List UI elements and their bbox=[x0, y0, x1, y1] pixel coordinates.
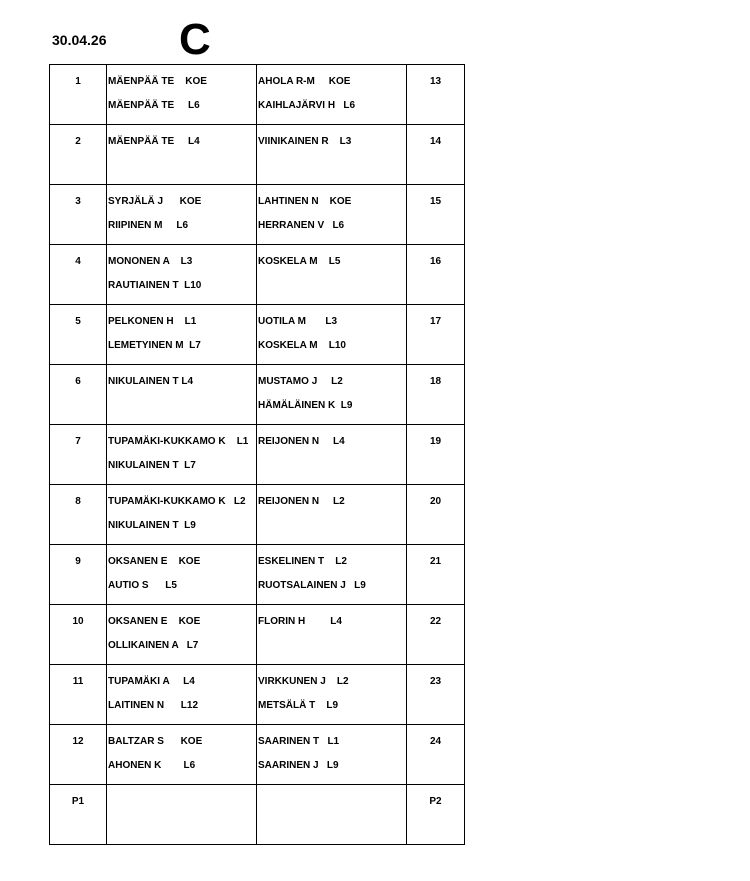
left-slot-names-line-1 bbox=[107, 796, 256, 808]
right-slot-names bbox=[257, 185, 407, 245]
left-slot-names-line-2 bbox=[107, 400, 256, 412]
right-slot-names-line-2: KAIHLAJÄRVI H L6 bbox=[258, 100, 356, 111]
left-slot-names-line-2: NIKULAINEN T L9 bbox=[108, 520, 196, 531]
right-slot-number: 13 bbox=[407, 65, 465, 125]
left-slot-number: 9 bbox=[50, 545, 107, 605]
table-row bbox=[50, 605, 465, 665]
left-slot-names bbox=[107, 785, 257, 845]
left-slot-number: 6 bbox=[50, 365, 107, 425]
right-slot-names-line-2: HÄMÄLÄINEN K L9 bbox=[258, 400, 353, 411]
table-row bbox=[50, 665, 465, 725]
right-slot-names bbox=[257, 305, 407, 365]
table-row bbox=[50, 185, 465, 245]
right-slot-names-line-1: ESKELINEN T L2 bbox=[258, 556, 347, 567]
left-slot-names bbox=[107, 425, 257, 485]
left-slot-names-line-2 bbox=[107, 160, 256, 172]
left-slot-names bbox=[107, 125, 257, 185]
left-slot-number: 3 bbox=[50, 185, 107, 245]
right-slot-names-line-1: VIINIKAINEN R L3 bbox=[258, 136, 352, 147]
left-slot-names bbox=[107, 665, 257, 725]
right-slot-number: 19 bbox=[407, 425, 465, 485]
left-slot-number: 10 bbox=[50, 605, 107, 665]
left-slot-names-line-1: MÄENPÄÄ TE L4 bbox=[108, 136, 200, 147]
right-slot-names bbox=[257, 785, 407, 845]
table-row bbox=[50, 365, 465, 425]
schedule-table bbox=[49, 64, 465, 845]
left-slot-names bbox=[107, 365, 257, 425]
table-row bbox=[50, 425, 465, 485]
right-slot-names-line-2 bbox=[257, 160, 406, 172]
right-slot-names bbox=[257, 425, 407, 485]
right-slot-number: 22 bbox=[407, 605, 465, 665]
left-slot-number: P1 bbox=[50, 785, 107, 845]
left-slot-names-line-1: OKSANEN E KOE bbox=[108, 556, 201, 567]
right-slot-names-line-1: FLORIN H L4 bbox=[258, 616, 342, 627]
left-slot-names-line-2: RIIPINEN M L6 bbox=[108, 220, 189, 231]
right-slot-names-line-1: MUSTAMO J L2 bbox=[258, 376, 343, 387]
right-slot-names bbox=[257, 365, 407, 425]
right-slot-names-line-2: METSÄLÄ T L9 bbox=[258, 700, 338, 711]
table-row bbox=[50, 305, 465, 365]
right-slot-names-line-1: KOSKELA M L5 bbox=[258, 256, 341, 267]
left-slot-number: 4 bbox=[50, 245, 107, 305]
right-slot-number: 14 bbox=[407, 125, 465, 185]
table-row bbox=[50, 245, 465, 305]
right-slot-number: 24 bbox=[407, 725, 465, 785]
left-slot-names-line-2: MÄENPÄÄ TE L6 bbox=[108, 100, 200, 111]
right-slot-names-line-2: HERRANEN V L6 bbox=[258, 220, 345, 231]
right-slot-names bbox=[257, 725, 407, 785]
left-slot-number: 12 bbox=[50, 725, 107, 785]
right-slot-number: P2 bbox=[407, 785, 465, 845]
left-slot-number: 5 bbox=[50, 305, 107, 365]
right-slot-names-line-2: KOSKELA M L10 bbox=[258, 340, 346, 351]
right-slot-names bbox=[257, 605, 407, 665]
right-slot-names-line-2 bbox=[257, 820, 406, 832]
left-slot-number: 8 bbox=[50, 485, 107, 545]
left-slot-names-line-1: MÄENPÄÄ TE KOE bbox=[108, 76, 207, 87]
right-slot-number: 18 bbox=[407, 365, 465, 425]
table-row bbox=[50, 485, 465, 545]
left-slot-number: 11 bbox=[50, 665, 107, 725]
right-slot-names-line-1: SAARINEN T L1 bbox=[258, 736, 340, 747]
right-slot-number: 21 bbox=[407, 545, 465, 605]
right-slot-number: 17 bbox=[407, 305, 465, 365]
left-slot-names-line-1: PELKONEN H L1 bbox=[108, 316, 197, 327]
right-slot-names-line-2 bbox=[257, 460, 406, 472]
table-row bbox=[50, 785, 465, 845]
right-slot-number: 15 bbox=[407, 185, 465, 245]
left-slot-names-line-2: OLLIKAINEN A L7 bbox=[108, 640, 199, 651]
right-slot-names-line-2 bbox=[257, 520, 406, 532]
left-slot-number: 7 bbox=[50, 425, 107, 485]
left-slot-names-line-2: LAITINEN N L12 bbox=[108, 700, 199, 711]
right-slot-names-line-1: VIRKKUNEN J L2 bbox=[258, 676, 349, 687]
right-slot-names bbox=[257, 125, 407, 185]
left-slot-names-line-2: AHONEN K L6 bbox=[108, 760, 196, 771]
date-label: 30.04.26 bbox=[52, 32, 107, 48]
left-slot-names bbox=[107, 185, 257, 245]
right-slot-names bbox=[257, 65, 407, 125]
left-slot-names-line-2: RAUTIAINEN T L10 bbox=[108, 280, 202, 291]
schedule-body bbox=[50, 65, 465, 845]
left-slot-names bbox=[107, 725, 257, 785]
left-slot-names bbox=[107, 605, 257, 665]
left-slot-names bbox=[107, 545, 257, 605]
right-slot-names-line-1 bbox=[257, 796, 406, 808]
right-slot-names bbox=[257, 485, 407, 545]
left-slot-names bbox=[107, 305, 257, 365]
table-row bbox=[50, 125, 465, 185]
table-row bbox=[50, 545, 465, 605]
right-slot-names bbox=[257, 545, 407, 605]
right-slot-names-line-1: REIJONEN N L2 bbox=[258, 496, 345, 507]
left-slot-names-line-1: TUPAMÄKI-KUKKAMO K L1 bbox=[108, 436, 249, 447]
left-slot-names-line-2: LEMETYINEN M L7 bbox=[108, 340, 201, 351]
right-slot-names bbox=[257, 245, 407, 305]
right-slot-number: 20 bbox=[407, 485, 465, 545]
right-slot-names-line-2 bbox=[257, 640, 406, 652]
right-slot-names-line-2: SAARINEN J L9 bbox=[258, 760, 339, 771]
left-slot-names bbox=[107, 245, 257, 305]
right-slot-names-line-2 bbox=[257, 280, 406, 292]
left-slot-names-line-1: TUPAMÄKI-KUKKAMO K L2 bbox=[108, 496, 246, 507]
left-slot-names-line-2 bbox=[107, 820, 256, 832]
right-slot-names-line-1: LAHTINEN N KOE bbox=[258, 196, 352, 207]
left-slot-names-line-1: MONONEN A L3 bbox=[108, 256, 193, 267]
left-slot-names-line-2: AUTIO S L5 bbox=[108, 580, 177, 591]
left-slot-names-line-1: TUPAMÄKI A L4 bbox=[108, 676, 195, 687]
left-slot-names bbox=[107, 485, 257, 545]
left-slot-number: 2 bbox=[50, 125, 107, 185]
right-slot-names-line-2: RUOTSALAINEN J L9 bbox=[258, 580, 366, 591]
right-slot-number: 23 bbox=[407, 665, 465, 725]
group-letter: C bbox=[179, 15, 211, 64]
left-slot-number: 1 bbox=[50, 65, 107, 125]
right-slot-number: 16 bbox=[407, 245, 465, 305]
left-slot-names-line-1: OKSANEN E KOE bbox=[108, 616, 201, 627]
right-slot-names-line-1: AHOLA R-M KOE bbox=[258, 76, 351, 87]
left-slot-names-line-1: SYRJÄLÄ J KOE bbox=[108, 196, 202, 207]
right-slot-names-line-1: REIJONEN N L4 bbox=[258, 436, 345, 447]
table-row bbox=[50, 65, 465, 125]
right-slot-names bbox=[257, 665, 407, 725]
left-slot-names-line-2: NIKULAINEN T L7 bbox=[108, 460, 196, 471]
table-row bbox=[50, 725, 465, 785]
left-slot-names-line-1: BALTZAR S KOE bbox=[108, 736, 203, 747]
right-slot-names-line-1: UOTILA M L3 bbox=[258, 316, 338, 327]
left-slot-names bbox=[107, 65, 257, 125]
left-slot-names-line-1: NIKULAINEN T L4 bbox=[108, 376, 193, 387]
